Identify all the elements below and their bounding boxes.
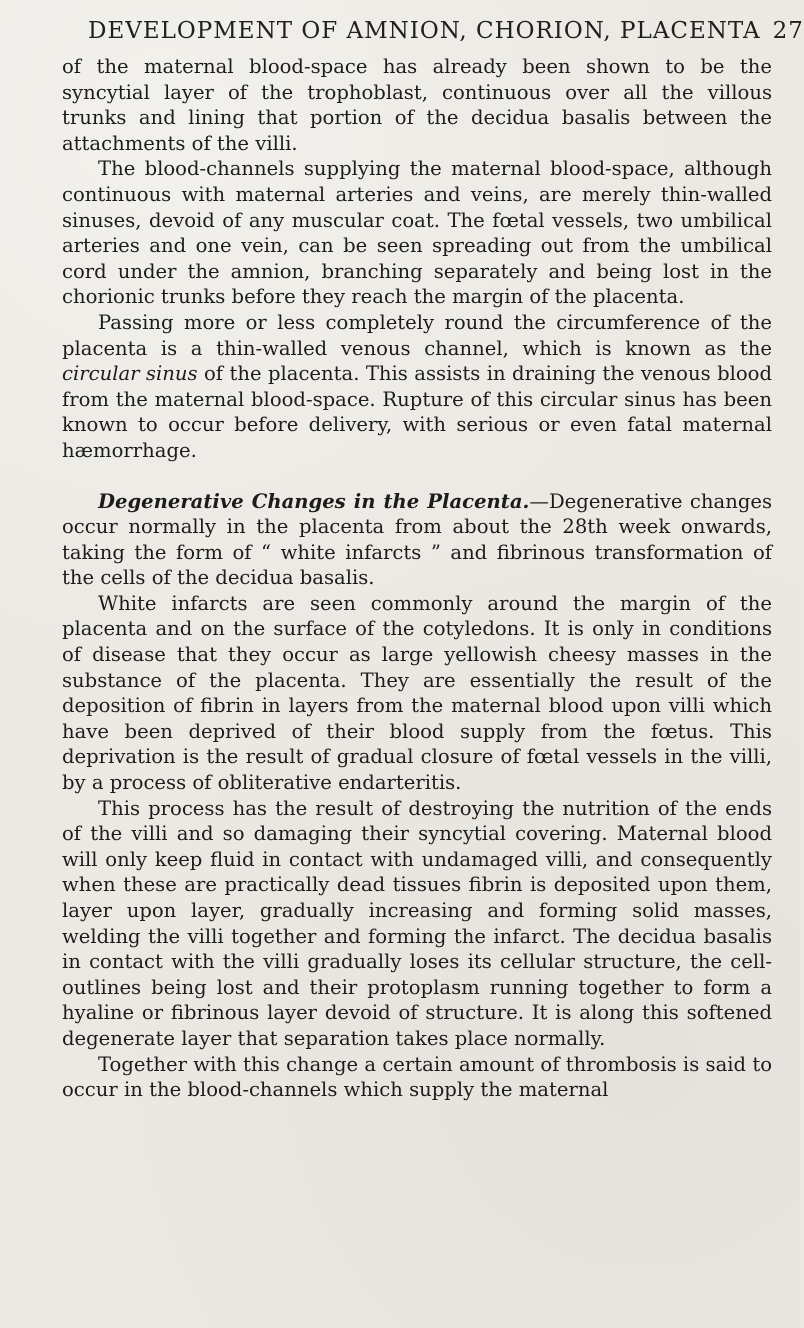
paragraph-text: Together with this change a certain amount of thrombosis is said to occur in the blood-channels which supply the maternal: [62, 1052, 772, 1102]
paragraph-text: The blood-channels supplying the maternal blood-space, although continuous with maternal arteries and veins, are merely thin-walled sinuses, devoid of any muscular coat. The fœtal vessels, two umbilical arteries and one vein, can be seen spreading out from the umbilical cord under the amnion, branching separately and being lost in the chorionic trunks before they reach the margin of the placenta.: [62, 157, 772, 309]
running-title: DEVELOPMENT OF AMNION, CHORION, PLACENTA: [88, 18, 761, 44]
paragraph-process-result: [62, 796, 772, 1052]
page-number: 27: [772, 18, 804, 44]
paragraph-blood-channels: [62, 156, 772, 310]
paragraph-degenerative-changes: [62, 489, 772, 591]
running-head: [88, 14, 804, 48]
body-text: [62, 54, 772, 1103]
paragraph-text: —Degenerative changes occur normally in the placenta from about the 28th week onwards, taking the form of “ white infarcts ” and fibrinous transformation of the cells of the decidua basalis.: [62, 489, 773, 590]
section-heading: Degenerative Changes in the Placenta.: [98, 489, 530, 513]
paragraph-text: of the maternal blood-space has already been shown to be the syncytial layer of the trophoblast, continuous over all the villous trunks and lining that portion of the decidua basalis between the attachments of the villi.: [62, 55, 772, 155]
paragraph-text: This process has the result of destroying the nutrition of the ends of the villi and so damaging their syncytial covering. Maternal blood will only keep fluid in contact with undamaged villi, and consequently when these are practically dead tissues fibrin is deposited upon them, layer upon layer, gradually increasing and forming solid masses, welding the villi together and forming the infarct. The decidua basalis in contact with the villi gradually loses its cellular structure, the cell-outlines being lost and their protoplasm running together to form a hyaline or fibrinous layer devoid of structure. It is along this softened degenerate layer that separation takes place normally.: [62, 796, 772, 1050]
paragraph-text-before: Passing more or less completely round the circumference of the placenta is a thin-walled venous channel, which is known as the: [62, 310, 772, 360]
paragraph-continuation: [62, 54, 772, 156]
paragraph-text-after: of the placenta. This assists in draining the venous blood from the maternal blood-space. Rupture of this circular sinus has been known to occur before delivery, with serious or even fatal maternal hæmorrhage.: [62, 362, 773, 462]
paragraph-circular-sinus: [62, 310, 772, 464]
paragraph-text: White infarcts are seen commonly around the margin of the placenta and on the surface of the cotyledons. It is only in conditions of disease that they occur as large yellowish cheesy masses in the substance of the placenta. They are essentially the result of the deposition of fibrin in layers from the maternal blood upon villi which have been deprived of their blood supply from the fœtus. This deprivation is the result of gradual closure of fœtal vessels in the villi, by a process of obliterative endarteritis.: [62, 591, 772, 795]
paragraph-thrombosis: [62, 1052, 772, 1103]
paragraph-white-infarcts: [62, 591, 772, 796]
emphasized-term: circular sinus: [62, 362, 198, 386]
